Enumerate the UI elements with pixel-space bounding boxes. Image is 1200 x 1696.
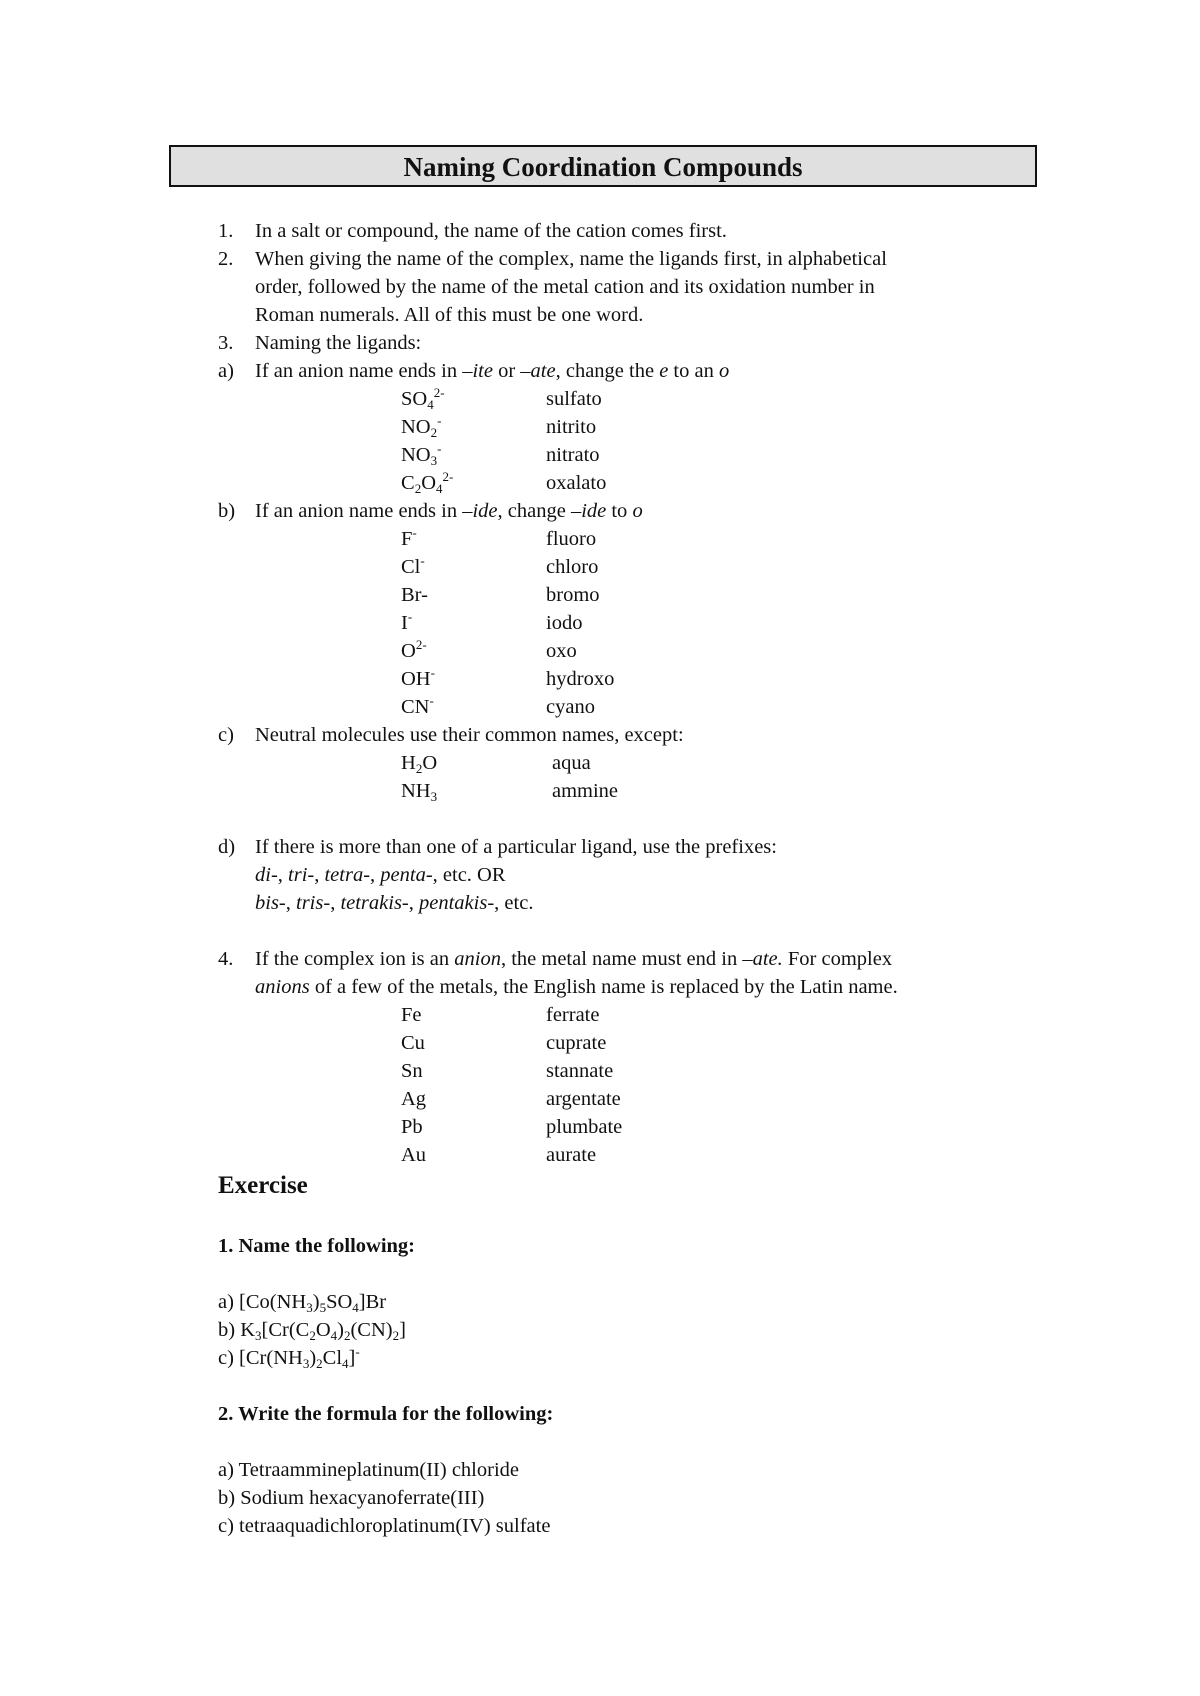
ligand-formula: $C_2O_4^{2-}$	[401, 469, 454, 496]
rule-2-line-1: When giving the name of the complex, name the ligands first, in alphabetical	[255, 248, 887, 270]
rule-b-label: b)	[218, 500, 236, 522]
ligand-formula: CN-	[401, 693, 434, 718]
rule-4-number: 4.	[218, 948, 234, 970]
ligand-name: oxalato	[546, 472, 607, 494]
latin-name: ferrate	[546, 1004, 600, 1026]
ligand-formula: $SO_4^{2-}$	[401, 385, 445, 412]
metal-symbol: Ag	[401, 1088, 427, 1110]
metal-symbol: Pb	[401, 1116, 423, 1138]
rule-b-text: If an anion name ends in –ide, change –ide to o	[255, 500, 643, 522]
latin-name: cuprate	[546, 1032, 607, 1054]
ligand-formula: $NO_3^-$	[401, 441, 442, 468]
question-1b: b) $K_3[Cr(C_2O_4)_2(CN)_2]$	[218, 1319, 406, 1343]
ligand-name: nitrato	[546, 444, 600, 466]
rule-3-text: Naming the ligands:	[255, 332, 422, 354]
metal-symbol: Sn	[401, 1060, 423, 1082]
question-1: 1. Name the following:	[218, 1235, 416, 1257]
question-2c: c) tetraaquadichloroplatinum(IV) sulfate	[218, 1515, 551, 1537]
ligand-name: sulfato	[546, 388, 602, 410]
question-2: 2. Write the formula for the following:	[218, 1403, 554, 1425]
rule-4-line-2: anions of a few of the metals, the English name is replaced by the Latin name.	[255, 976, 898, 998]
rule-2-line-2: order, followed by the name of the metal cation and its oxidation number in	[255, 276, 875, 298]
question-2b: b) Sodium hexacyanoferrate(III)	[218, 1487, 485, 1509]
rule-1-text: In a salt or compound, the name of the cation comes first.	[255, 220, 727, 242]
rule-c-label: c)	[218, 724, 234, 746]
ligand-name: hydroxo	[546, 668, 615, 690]
latin-name: aurate	[546, 1144, 597, 1166]
ligand-formula: $O^{2-}$	[401, 637, 427, 662]
ligand-formula: F-	[401, 525, 417, 550]
metal-symbol: Fe	[401, 1004, 422, 1026]
ligand-formula: Br-	[401, 584, 428, 606]
rule-d-label: d)	[218, 836, 236, 858]
ligand-name: bromo	[546, 584, 600, 606]
ligand-formula: $NO_2^-$	[401, 413, 442, 440]
ligand-name: iodo	[546, 612, 583, 634]
latin-name: argentate	[546, 1088, 621, 1110]
prefix-list-alt: bis-, tris-, tetrakis-, pentakis-, etc.	[255, 892, 534, 914]
rule-2-number: 2.	[218, 248, 234, 270]
page-title: Naming Coordination Compounds	[169, 145, 1037, 187]
rule-3-number: 3.	[218, 332, 234, 354]
ligand-formula: $NH_3$	[401, 780, 438, 804]
question-2a: a) Tetraammineplatinum(II) chloride	[218, 1459, 520, 1481]
metal-symbol: Au	[401, 1144, 427, 1166]
latin-name: stannate	[546, 1060, 614, 1082]
rule-4-line-1: If the complex ion is an anion, the metal name must end in –ate. For complex	[255, 948, 893, 970]
latin-name: plumbate	[546, 1116, 623, 1138]
rule-d-text: If there is more than one of a particular ligand, use the prefixes:	[255, 836, 777, 858]
metal-symbol: Cu	[401, 1032, 425, 1054]
exercise-heading: Exercise	[218, 1172, 308, 1199]
ligand-name: oxo	[546, 640, 577, 662]
ligand-formula: OH-	[401, 665, 435, 690]
ligand-name: ammine	[552, 780, 619, 802]
ligand-name: cyano	[546, 696, 595, 718]
prefix-list-greek: di-, tri-, tetra-, penta-, etc. OR	[255, 864, 506, 886]
ligand-name: chloro	[546, 556, 599, 578]
question-1c: c) $[Cr(NH_3)_2Cl_4]^-$	[218, 1344, 360, 1371]
rule-c-text: Neutral molecules use their common names, except:	[255, 724, 684, 746]
question-1a: a) $[Co(NH_3)_5SO_4]Br$	[218, 1291, 387, 1315]
ligand-formula: I-	[401, 609, 413, 634]
ligand-formula: $H_2O$	[401, 752, 438, 776]
ligand-name: aqua	[552, 752, 591, 774]
rule-a-text: If an anion name ends in –ite or –ate, change the e to an o	[255, 360, 730, 382]
rule-2-line-3: Roman numerals. All of this must be one word.	[255, 304, 644, 326]
ligand-name: nitrito	[546, 416, 597, 438]
rule-1-number: 1.	[218, 220, 234, 242]
ligand-name: fluoro	[546, 528, 597, 550]
rule-a-label: a)	[218, 360, 234, 382]
ligand-formula: Cl-	[401, 553, 425, 578]
